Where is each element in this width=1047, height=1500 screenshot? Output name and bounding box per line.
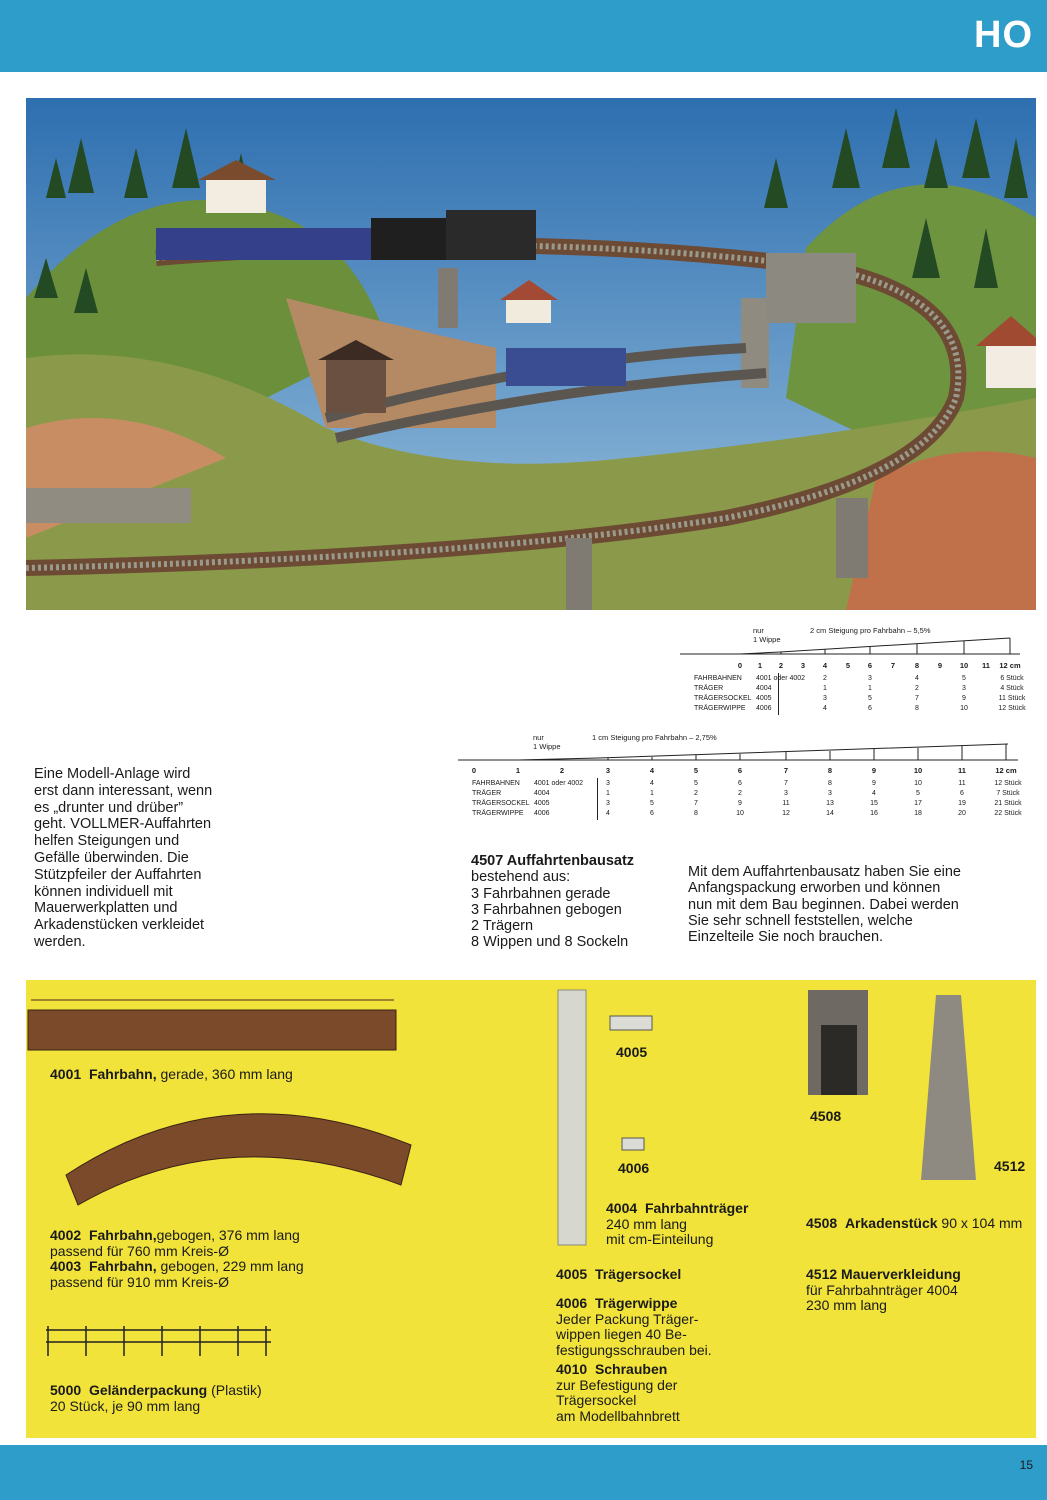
intro-line: Eine Modell-Anlage wird <box>34 766 191 782</box>
product-4004-label: 4004 Fahrbahnträger 240 mm lang mit cm-Einteilung <box>606 1200 749 1247</box>
row-value: 7 <box>694 800 698 807</box>
scale-tick: 4 <box>649 766 655 775</box>
kit-content-line: 3 Fahrbahnen gebogen <box>471 901 622 918</box>
row-value: 2 <box>694 790 698 797</box>
row-value: 1 <box>606 790 610 797</box>
row-value: 21 Stück <box>994 800 1022 807</box>
row-value: 8 <box>915 705 919 712</box>
row-value: 2 <box>738 790 742 797</box>
kit-content-line: 2 Trägern <box>471 918 534 935</box>
row-value: 10 <box>914 780 922 787</box>
page-number: 15 <box>1019 1458 1033 1472</box>
row-label: TRÄGER <box>694 685 724 692</box>
scale-tick: 4 <box>822 661 828 670</box>
row-code: 4004 <box>534 790 550 797</box>
product-desc-line: festigungsschrauben bei. <box>556 1341 712 1358</box>
intro-line: geht. VOLLMER-Auffahrten <box>34 816 212 833</box>
row-value: 10 <box>736 810 744 817</box>
row-value: 3 <box>962 685 966 692</box>
bottom-color-bar <box>0 1445 1047 1500</box>
row-code: 4004 <box>756 685 772 692</box>
scale-tick: 8 <box>914 661 920 670</box>
scale-tick: 12 cm <box>999 661 1021 670</box>
kit-content-line: 8 Wippen und 8 Sockeln <box>471 934 629 951</box>
intro-text <box>34 766 249 951</box>
row-label: TRÄGERWIPPE <box>472 810 524 817</box>
row-value: 2 <box>823 675 827 682</box>
tag-4512: 4512 <box>994 1158 1026 1174</box>
row-value: 22 Stück <box>994 810 1022 817</box>
scale-tick: 1 <box>515 766 521 775</box>
tag-4005: 4005 <box>616 1044 648 1060</box>
row-value: 6 <box>960 790 964 797</box>
scale-tick: 11 <box>958 766 966 775</box>
row-value: 14 <box>826 810 834 817</box>
slope-table-1cm <box>458 730 1038 825</box>
intro-line: können individuell mit <box>34 883 173 900</box>
row-value: 3 <box>606 780 610 787</box>
intro-line: werden. <box>34 933 86 950</box>
row-value: 4 <box>606 810 610 817</box>
table-note-nur: nur <box>753 626 764 635</box>
row-value: 7 <box>915 695 919 702</box>
row-label: FAHRBAHNEN <box>694 675 742 682</box>
row-value: 20 <box>958 810 966 817</box>
product-desc-line: wippen liegen 40 Be- <box>556 1326 687 1342</box>
row-code: 4005 <box>756 695 772 702</box>
row-value: 12 Stück <box>998 705 1026 712</box>
intro-line: Arkadenstücken verkleidet <box>34 917 205 934</box>
scale-tick: 6 <box>867 661 873 670</box>
row-value: 1 <box>823 685 827 692</box>
product-desc-line: Trägersockel <box>556 1392 637 1408</box>
kit-description-line: Einzelteile Sie noch brauchen. <box>688 929 884 946</box>
row-value: 12 Stück <box>994 780 1022 787</box>
row-value: 1 <box>868 685 872 692</box>
intro-line: es „drunter und drüber” <box>34 799 184 816</box>
row-value: 9 <box>738 800 742 807</box>
product-desc-line: für Fahrbahnträger 4004 <box>806 1281 958 1298</box>
row-label: TRÄGERWIPPE <box>694 705 746 712</box>
slope-table-2cm <box>680 622 1040 717</box>
ramp-diagram <box>458 740 1038 762</box>
row-value: 5 <box>650 800 654 807</box>
track-4001-image <box>28 1000 396 1050</box>
scale-tick: 9 <box>871 766 877 775</box>
kit-4507 <box>471 853 634 951</box>
table-note-wippe: 1 Wippe <box>753 635 781 644</box>
scale-tick: 5 <box>693 766 699 775</box>
row-value: 11 <box>958 780 966 787</box>
row-label: TRÄGERSOCKEL <box>472 800 530 807</box>
scale-tick: 11 <box>982 661 990 670</box>
product-4005-label: 4005 Trägersockel <box>556 1266 682 1282</box>
row-value: 2 <box>915 685 919 692</box>
product-desc-line: 230 mm lang <box>806 1297 887 1313</box>
row-value: 19 <box>958 800 966 807</box>
scale-tick: 12 cm <box>995 766 1017 775</box>
product-panel <box>26 980 1036 1438</box>
table-note-wippe: 1 Wippe <box>533 742 561 751</box>
kit-description-line: Sie sehr schnell feststellen, welche <box>688 912 913 929</box>
scale-tick: 1 <box>757 661 763 670</box>
row-value: 3 <box>606 800 610 807</box>
row-value: 16 <box>870 810 878 817</box>
scale-tick: 9 <box>937 661 943 670</box>
scale-tick: 8 <box>827 766 833 775</box>
row-value: 3 <box>828 790 832 797</box>
row-value: 18 <box>914 810 922 817</box>
product-4002-4003-label: 4002 Fahrbahn,gebogen, 376 mm lang passend für 760 mm Kreis-Ø 4003 Fahrbahn, gebogen, 229 mm lang passend für 910 mm Kreis-Ø <box>50 1227 304 1290</box>
scale-tick: 6 <box>737 766 743 775</box>
table-note-nur: nur <box>533 733 544 742</box>
kit-content-line: bestehend aus: <box>471 869 571 886</box>
kit-description <box>688 864 1008 945</box>
row-value: 13 <box>826 800 834 807</box>
row-value: 4 <box>872 790 876 797</box>
row-value: 5 <box>962 675 966 682</box>
row-label: TRÄGER <box>472 790 502 797</box>
intro-line: erst dann interessant, wenn <box>34 782 213 799</box>
row-value: 3 <box>823 695 827 702</box>
top-color-bar <box>0 0 1047 72</box>
scale-tick: 7 <box>890 661 896 670</box>
row-value: 6 <box>738 780 742 787</box>
row-value: 11 <box>782 800 790 807</box>
row-value: 6 <box>868 705 872 712</box>
product-4001-label: 4001 Fahrbahn, gerade, 360 mm lang <box>50 1066 293 1082</box>
row-value: 12 <box>782 810 790 817</box>
row-value: 3 <box>784 790 788 797</box>
intro-line: Gefälle überwinden. Die <box>34 849 189 866</box>
layout-photo-illustration <box>26 98 1036 610</box>
row-value: 15 <box>870 800 878 807</box>
row-label: FAHRBAHNEN <box>472 780 520 787</box>
scale-tick: 0 <box>737 661 743 670</box>
intro-line: helfen Steigungen und <box>34 833 180 850</box>
row-value: 8 <box>694 810 698 817</box>
product-4508-label: 4508 Arkadenstück 90 x 104 mm <box>806 1215 1023 1231</box>
row-code: 4006 <box>534 810 550 817</box>
scale-tick: 5 <box>845 661 851 670</box>
row-value: 5 <box>694 780 698 787</box>
row-value: 7 <box>784 780 788 787</box>
kit-title: 4507 Auffahrtenbausatz <box>471 853 635 869</box>
row-value: 3 <box>868 675 872 682</box>
intro-line: Stützpfeiler der Auffahrten <box>34 866 202 883</box>
row-value: 9 <box>872 780 876 787</box>
kit-description-line: Anfangspackung erworben und können <box>688 880 941 897</box>
scale-tick: 2 <box>778 661 784 670</box>
product-4010-label: 4010 Schrauben zur Befestigung der Trägersockel am Modellbahnbrett <box>556 1361 680 1424</box>
row-value: 4 Stück <box>1000 685 1024 692</box>
row-value: 6 Stück <box>1000 675 1024 682</box>
scale-tick: 7 <box>783 766 789 775</box>
product-desc-line: zur Befestigung der <box>556 1376 678 1393</box>
tag-4006: 4006 <box>618 1160 650 1176</box>
row-value: 4 <box>915 675 919 682</box>
product-desc-line: Jeder Packung Träger- <box>556 1310 699 1327</box>
row-value: 8 <box>828 780 832 787</box>
scale-tick: 3 <box>605 766 611 775</box>
row-value: 4 <box>650 780 654 787</box>
kit-description-line: Mit dem Auffahrtenbausatz haben Sie eine <box>688 864 962 880</box>
row-code: 4001 oder 4002 <box>534 780 584 787</box>
scale-badge: HO <box>974 14 1033 56</box>
row-value: 1 <box>650 790 654 797</box>
product-4512-label: 4512 Mauerverkleidung für Fahrbahnträger 4004 230 mm lang <box>806 1266 961 1313</box>
table-slope-caption: 2 cm Steigung pro Fahrbahn – 5,5% <box>810 626 931 635</box>
table-slope-caption: 1 cm Steigung pro Fahrbahn – 2,75% <box>592 733 717 742</box>
scale-tick: 2 <box>559 766 565 775</box>
kit-content-line: 3 Fahrbahnen gerade <box>471 885 611 902</box>
row-code: 4005 <box>534 800 550 807</box>
scale-tick: 10 <box>913 766 923 775</box>
row-code: 4001 oder 4002 <box>756 675 806 682</box>
tag-4508: 4508 <box>810 1108 842 1124</box>
product-desc-line: am Modellbahnbrett <box>556 1407 680 1424</box>
row-value: 7 Stück <box>996 790 1020 797</box>
product-illustrations <box>26 980 1036 1438</box>
kit-description-line: nun mit dem Bau beginnen. Dabei werden <box>688 896 959 913</box>
row-label: TRÄGERSOCKEL <box>694 695 752 702</box>
intro-line: Mauerwerkplatten und <box>34 900 178 917</box>
product-5000-label: 5000 Geländerpackung (Plastik) 20 Stück, je 90 mm lang <box>50 1382 262 1414</box>
row-code: 4006 <box>756 705 772 712</box>
row-value: 11 Stück <box>998 695 1026 702</box>
row-value: 6 <box>650 810 654 817</box>
layout-photo <box>26 98 1036 610</box>
row-value: 10 <box>960 705 968 712</box>
row-value: 5 <box>916 790 920 797</box>
row-value: 5 <box>868 695 872 702</box>
product-4006-label: 4006 Trägerwippe Jeder Packung Träger- wippen liegen 40 Be- festigungsschrauben bei. <box>556 1295 712 1358</box>
row-value: 17 <box>914 800 922 807</box>
scale-tick: 0 <box>471 766 477 775</box>
scale-tick: 10 <box>959 661 969 670</box>
scale-tick: 3 <box>800 661 806 670</box>
row-value: 9 <box>962 695 966 702</box>
row-value: 4 <box>823 705 827 712</box>
ramp-diagram <box>680 634 1040 656</box>
